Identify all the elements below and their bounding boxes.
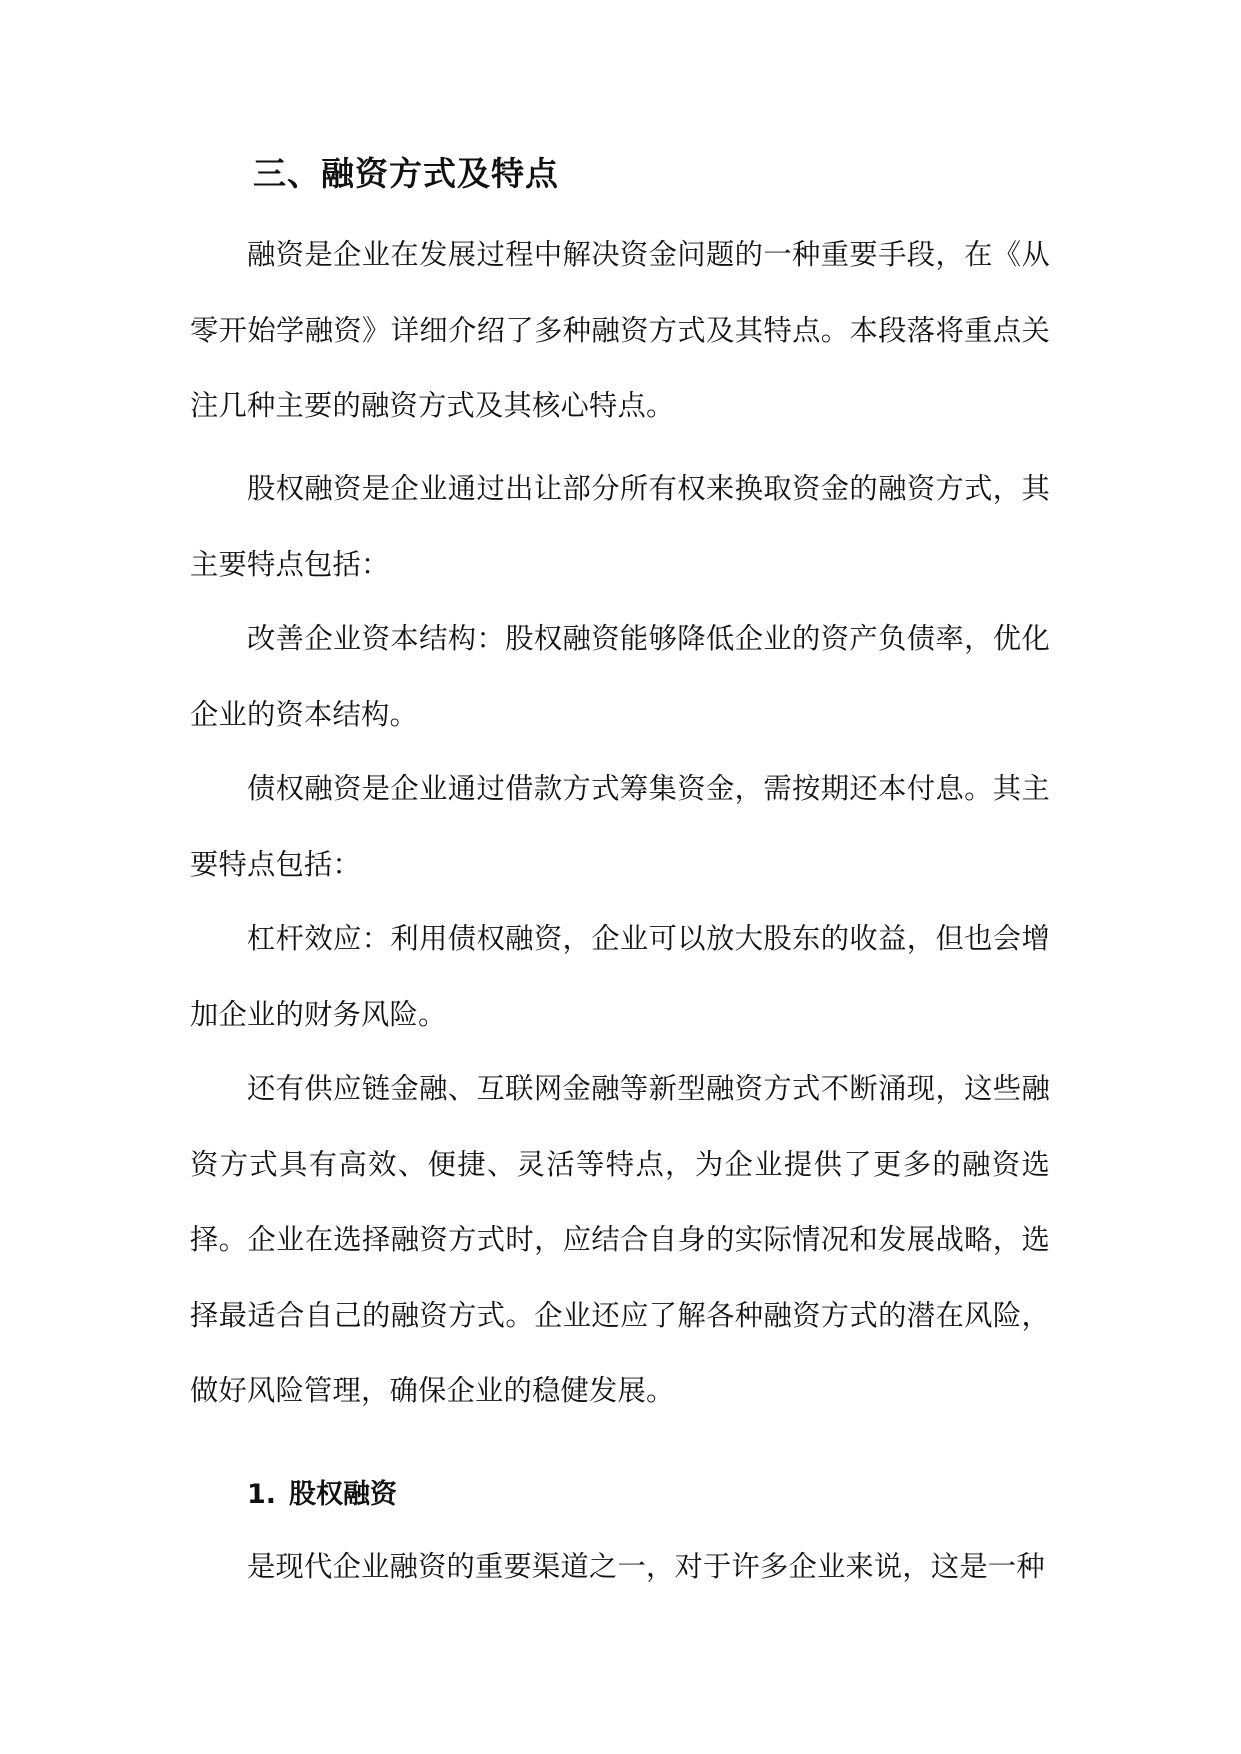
paragraph-capital-structure: 改善企业资本结构：股权融资能够降低企业的资产负债率，优化企业的资本结构。 <box>190 622 1050 731</box>
paragraph-leverage-effect: 杠杆效应：利用债权融资，企业可以放大股东的收益，但也会增加企业的财务风险。 <box>190 922 1050 1031</box>
paragraph-financing-intro: 融资是企业在发展过程中解决资金问题的一种重要手段，在《从零开始学融资》详细介绍了多种融资方式及其特点。本段落将重点关注几种主要的融资方式及其核心特点。 <box>190 238 1050 422</box>
paragraph-equity-financing: 股权融资是企业通过出让部分所有权来换取资金的融资方式，其主要特点包括： <box>190 472 1050 581</box>
subsection-number: 1. <box>247 1479 277 1510</box>
subsection-heading <box>247 1475 397 1515</box>
paragraph-new-financing-methods: 还有供应链金融、互联网金融等新型融资方式不断涌现，这些融资方式具有高效、便捷、灵活等特点，为企业提供了更多的融资选择。企业在选择融资方式时，应结合自身的实际情况和发展战略，选择最适合自己的融资方式。企业还应了解各种融资方式的潜在风险，做好风险管理，确保企业的稳健发展。 <box>190 1072 1050 1407</box>
subsection-title: 股权融资 <box>289 1479 397 1510</box>
paragraph-equity-channel: 是现代企业融资的重要渠道之一，对于许多企业来说，这是一种 <box>247 1550 1045 1583</box>
section-heading: 三、融资方式及特点 <box>253 154 559 193</box>
paragraph-debt-financing: 债权融资是企业通过借款方式筹集资金，需按期还本付息。其主要特点包括： <box>190 772 1050 881</box>
